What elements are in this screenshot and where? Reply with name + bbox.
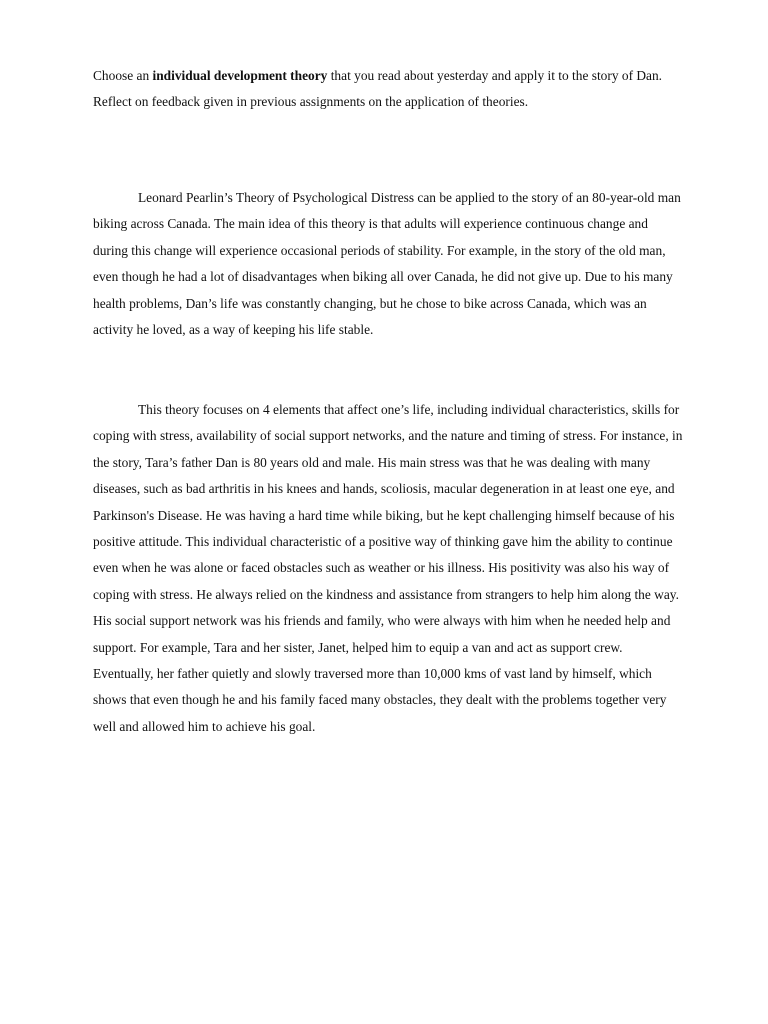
essay-paragraph-2 [93,397,683,740]
essay-paragraph-1 [93,185,683,343]
prompt-bold-term: individual development theory [152,68,328,83]
prompt-text [93,63,683,116]
paragraph-text: Leonard Pearlin’s Theory of Psychological Distress can be applied to the story of an 80-year-old man biking across Canada. The main idea of this theory is that adults will experience continuous change and during this change will experience occasional periods of stability. For example, in the story of the old man, even though he had a lot of disadvantages when biking all over Canada, he did not give up. Due to his many health problems, Dan’s life was constantly changing, but he chose to bike across Canada, which was an activity he loved, as a way of keeping his life stable. [93,190,681,338]
prompt-text-end: that you read about yesterday and apply it to the story of Dan. Reflect on feedback given in previous assignments on the application of theories. [93,68,663,110]
paragraph-text: This theory focuses on 4 elements that affect one’s life, including individual characteristics, skills for coping with stress, availability of social support networks, and the nature and timing of stress. For instance, in the story, Tara’s father Dan is 80 years old and male. His main stress was that he was dealing with many diseases, such as bad arthritis in his knees and hands, scoliosis, macular degeneration in at least one eye, and Parkinson's Disease. He was having a hard time while biking, but he kept challenging himself because of his positive attitude. This individual characteristic of a positive way of thinking gave him the ability to continue even when he was alone or faced obstacles such as weather or his illness. His positivity was also his way of coping with stress. He always relied on the kindness and assistance from strangers to help him along the way. His social support network was his friends and family, who were always with him when he needed help and support. For example, Tara and her sister, Janet, helped him to equip a van and act as support crew. Eventually, her father quietly and slowly traversed more than 10,000 kms of vast land by himself, which shows that even though he and his family faced many obstacles, they dealt with the problems together very well and allowed him to achieve his goal. [93,402,683,734]
prompt-text-start: Choose an [93,68,153,83]
assignment-prompt [93,63,683,116]
